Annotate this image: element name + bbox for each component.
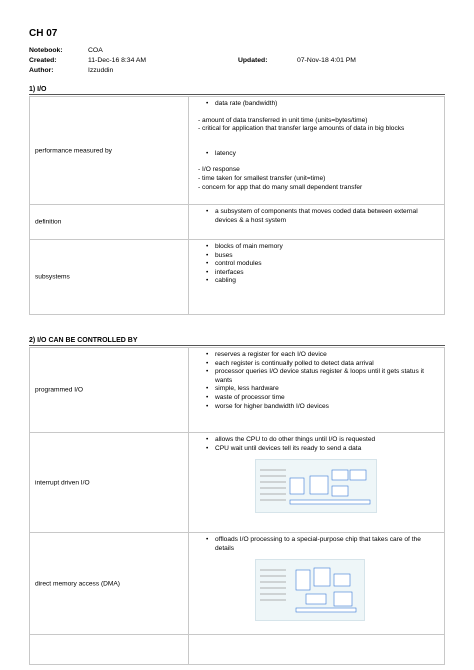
io-table bbox=[29, 96, 445, 315]
figure-box bbox=[350, 470, 366, 480]
bullet-item: • processor queries I/O device status register & loops until it gets status it wants bbox=[195, 368, 438, 385]
spacer bbox=[195, 109, 438, 117]
row-label-cell bbox=[30, 635, 189, 665]
row-content-cell bbox=[189, 635, 445, 665]
dma-figure-diagram bbox=[256, 560, 364, 620]
table-row bbox=[30, 533, 445, 635]
bullet-item: • blocks of main memory bbox=[195, 243, 438, 252]
bullet-item: • buses bbox=[195, 252, 438, 261]
row-label-cell bbox=[30, 205, 189, 240]
bullet-item: • latency bbox=[195, 150, 438, 159]
note-line: - concern for app that do many small dependent transfer bbox=[198, 183, 363, 191]
row-label: definition bbox=[35, 218, 62, 226]
row-content-cell bbox=[189, 533, 445, 635]
bullet-item: • interfaces bbox=[195, 269, 438, 278]
created-value: 11-Dec-16 8:34 AM bbox=[88, 57, 147, 64]
row-label: interrupt driven I/O bbox=[35, 479, 90, 486]
bullet-item: • a subsystem of components that moves coded data between external devices & a host system bbox=[195, 208, 438, 225]
bullet-item: • reserves a register for each I/O device bbox=[195, 351, 438, 360]
page-title: CH 07 bbox=[29, 28, 58, 39]
row-label-cell bbox=[30, 240, 189, 315]
figure-box bbox=[310, 476, 328, 494]
notebook-value: COA bbox=[88, 47, 103, 54]
row-label-cell bbox=[30, 533, 189, 635]
bullet-item: • worse for higher bandwidth I/O devices bbox=[195, 403, 438, 412]
row-content-cell bbox=[189, 240, 445, 315]
row-content-cell bbox=[189, 348, 445, 433]
io-control-table bbox=[29, 347, 445, 665]
notebook-label: Notebook: bbox=[29, 47, 63, 54]
table-row bbox=[30, 635, 445, 665]
author-label: Author: bbox=[29, 67, 54, 74]
row-label-cell bbox=[30, 433, 189, 533]
updated-label: Updated: bbox=[238, 57, 268, 64]
bullet-item: • allows the CPU to do other things until I/O is requested bbox=[195, 436, 438, 445]
row-label-cell bbox=[30, 348, 189, 433]
bullet-item: • simple, less hardware bbox=[195, 385, 438, 394]
figure-box bbox=[290, 500, 370, 504]
table-row bbox=[30, 433, 445, 533]
bullet-item: • cabling bbox=[195, 277, 438, 286]
row-label: performance measured by bbox=[35, 147, 112, 154]
bullet-item: • waste of processor time bbox=[195, 394, 438, 403]
interrupt-figure bbox=[255, 459, 377, 513]
bullet-item: • offloads I/O processing to a special-purpose chip that takes care of the details bbox=[195, 536, 438, 553]
dma-figure bbox=[255, 559, 365, 621]
figure-box bbox=[332, 470, 348, 480]
updated-value: 07-Nov-18 4:01 PM bbox=[297, 57, 356, 64]
table-row bbox=[30, 97, 445, 205]
bullet-item: • data rate (bandwidth) bbox=[195, 100, 438, 109]
figure-box bbox=[296, 570, 310, 590]
figure-box bbox=[296, 608, 356, 612]
spacer bbox=[195, 142, 438, 150]
row-label: subsystems bbox=[35, 273, 70, 281]
bullet-item: • CPU wait until devices tell its ready to send a data bbox=[195, 445, 438, 454]
row-label: direct memory access (DMA) bbox=[35, 580, 120, 587]
note-line: - time taken for smallest transfer (unit=time) bbox=[198, 174, 326, 182]
table-row bbox=[30, 240, 445, 315]
section-heading-control: 2) I/O CAN BE CONTROLLED BY bbox=[29, 337, 445, 346]
row-content-cell bbox=[189, 205, 445, 240]
spacer bbox=[195, 134, 438, 142]
table-row bbox=[30, 205, 445, 240]
figure-box bbox=[290, 478, 304, 494]
table-row bbox=[30, 348, 445, 433]
row-content-cell bbox=[189, 433, 445, 533]
figure-box bbox=[314, 568, 330, 586]
spacer bbox=[195, 158, 438, 166]
interrupt-figure-diagram bbox=[256, 460, 376, 512]
note-metadata bbox=[29, 47, 449, 77]
note-line: - amount of data transferred in unit time (units=bytes/time) bbox=[198, 116, 368, 124]
note-line: - I/O response bbox=[198, 166, 240, 174]
bullet-item: • control modules bbox=[195, 260, 438, 269]
figure-box bbox=[306, 594, 326, 604]
created-label: Created: bbox=[29, 57, 57, 64]
bullet-item: • each register is continually polled to detect data arrival bbox=[195, 360, 438, 369]
row-label: programmed I/O bbox=[35, 386, 84, 394]
author-value: Izzuddin bbox=[88, 67, 114, 74]
section-heading-io: 1) I/O bbox=[29, 86, 445, 95]
figure-box bbox=[334, 592, 352, 606]
row-label-cell bbox=[30, 97, 189, 205]
figure-box bbox=[334, 574, 350, 586]
figure-box bbox=[332, 486, 348, 496]
row-content-cell bbox=[189, 97, 445, 205]
note-line: - critical for application that transfer large amounts of data in big blocks bbox=[198, 125, 405, 133]
